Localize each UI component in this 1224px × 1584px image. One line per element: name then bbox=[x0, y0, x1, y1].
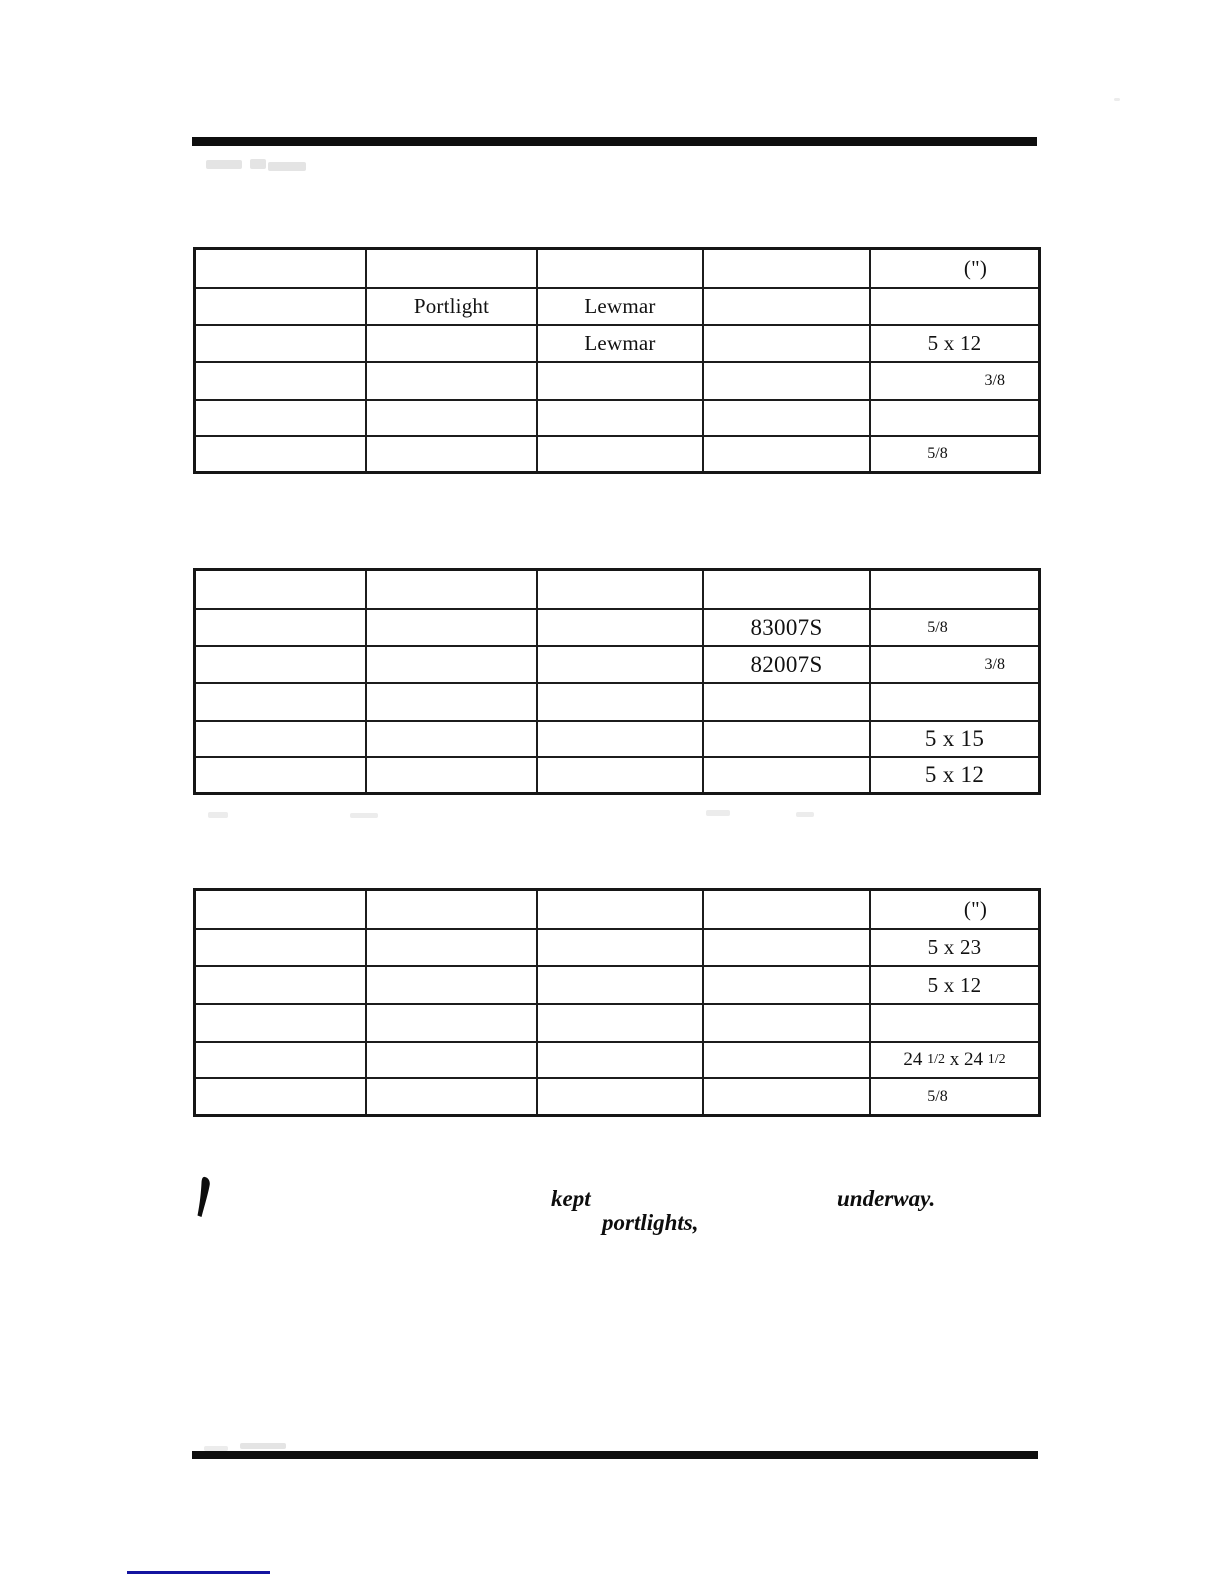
cell-text: x 24 bbox=[945, 1049, 988, 1070]
cell-text: 3/8 bbox=[984, 655, 1005, 673]
table-cell bbox=[704, 571, 871, 610]
caption-lead-glyph bbox=[194, 1176, 210, 1220]
spec-table-3 bbox=[193, 888, 1041, 1117]
table-cell bbox=[367, 610, 538, 647]
cell-text: 83007S bbox=[750, 614, 823, 640]
table-cell bbox=[196, 1043, 367, 1079]
table-cell bbox=[704, 610, 871, 647]
scan-artifact bbox=[796, 812, 814, 817]
table-cell bbox=[871, 758, 1038, 792]
table-cell bbox=[367, 571, 538, 610]
table-cell bbox=[367, 363, 538, 401]
table-cell bbox=[538, 571, 704, 610]
scan-artifact bbox=[208, 812, 228, 818]
table-cell bbox=[196, 647, 367, 684]
scan-artifact bbox=[350, 813, 378, 818]
table-cell bbox=[196, 610, 367, 647]
table-cell bbox=[538, 891, 704, 930]
table-cell bbox=[704, 891, 871, 930]
cell-text: 5 x 23 bbox=[927, 935, 982, 959]
table-cell bbox=[538, 967, 704, 1005]
table-cell bbox=[196, 326, 367, 363]
spec-table-2 bbox=[193, 568, 1041, 795]
table-cell bbox=[871, 684, 1038, 722]
table-cell bbox=[196, 401, 367, 437]
table-cell bbox=[871, 571, 1038, 610]
table-cell bbox=[367, 647, 538, 684]
table-cell bbox=[367, 722, 538, 758]
table-cell bbox=[871, 722, 1038, 758]
table-cell bbox=[367, 437, 538, 471]
table-cell bbox=[538, 930, 704, 967]
table-cell bbox=[704, 758, 871, 792]
table-cell bbox=[196, 437, 367, 471]
table-cell bbox=[538, 647, 704, 684]
table-cell bbox=[196, 930, 367, 967]
scan-artifact bbox=[250, 159, 266, 169]
table-cell bbox=[704, 967, 871, 1005]
table-cell bbox=[871, 967, 1038, 1005]
table-cell bbox=[538, 437, 704, 471]
table-cell bbox=[871, 647, 1038, 684]
table-cell bbox=[871, 289, 1038, 326]
cell-text: (") bbox=[963, 897, 988, 921]
table-cell bbox=[704, 1005, 871, 1043]
table-cell bbox=[367, 1079, 538, 1114]
cell-text: 1/2 bbox=[987, 1052, 1006, 1067]
cell-text: 82007S bbox=[750, 651, 823, 677]
caption-word-portlights: portlights, bbox=[602, 1210, 699, 1235]
table-cell bbox=[704, 363, 871, 401]
table-cell bbox=[196, 967, 367, 1005]
table-cell bbox=[367, 758, 538, 792]
cell-text: 24 bbox=[903, 1049, 928, 1070]
caption-word-kept: kept bbox=[551, 1186, 591, 1211]
scan-artifact bbox=[206, 160, 242, 169]
table-cell bbox=[367, 326, 538, 363]
table-cell bbox=[871, 610, 1038, 647]
table-cell bbox=[367, 401, 538, 437]
table-cell bbox=[196, 1079, 367, 1114]
table-cell bbox=[871, 1043, 1038, 1079]
table-cell bbox=[196, 289, 367, 326]
table-cell bbox=[538, 610, 704, 647]
caption-word-underway: underway. bbox=[837, 1186, 936, 1211]
table-cell bbox=[538, 326, 704, 363]
table-cell bbox=[871, 401, 1038, 437]
cell-text: Lewmar bbox=[584, 294, 656, 318]
table-cell bbox=[704, 437, 871, 471]
table-cell bbox=[538, 289, 704, 326]
table-cell bbox=[367, 289, 538, 326]
scan-artifact bbox=[1114, 98, 1120, 101]
cell-text: Lewmar bbox=[584, 331, 656, 355]
table-cell bbox=[704, 930, 871, 967]
table-cell bbox=[704, 1079, 871, 1114]
table-cell bbox=[871, 930, 1038, 967]
table-cell bbox=[871, 1005, 1038, 1043]
table-cell bbox=[704, 250, 871, 289]
table-cell bbox=[871, 250, 1038, 289]
table-cell bbox=[196, 722, 367, 758]
table-cell bbox=[704, 722, 871, 758]
table-cell bbox=[196, 684, 367, 722]
table-cell bbox=[367, 250, 538, 289]
table-cell bbox=[704, 401, 871, 437]
table-cell bbox=[196, 363, 367, 401]
table-cell bbox=[367, 891, 538, 930]
table-cell bbox=[871, 891, 1038, 930]
table-cell bbox=[538, 1079, 704, 1114]
top-rule bbox=[192, 137, 1037, 146]
scan-artifact bbox=[240, 1443, 286, 1449]
table-cell bbox=[538, 363, 704, 401]
cell-text: 1/2 bbox=[927, 1052, 945, 1067]
table-cell bbox=[538, 684, 704, 722]
table-cell bbox=[196, 1005, 367, 1043]
table-cell bbox=[367, 684, 538, 722]
cell-text: 3/8 bbox=[984, 372, 1005, 389]
table-cell bbox=[196, 758, 367, 792]
table-cell bbox=[367, 930, 538, 967]
table-cell bbox=[704, 326, 871, 363]
table-cell bbox=[704, 684, 871, 722]
table-cell bbox=[704, 647, 871, 684]
table-cell bbox=[367, 967, 538, 1005]
cell-text: 5/8 bbox=[927, 445, 948, 462]
table-cell bbox=[704, 289, 871, 326]
bottom-rule bbox=[192, 1451, 1038, 1459]
footer-underline bbox=[127, 1571, 270, 1574]
table-cell bbox=[538, 1005, 704, 1043]
cell-text: 5/8 bbox=[927, 1087, 948, 1105]
cell-text: 5 x 12 bbox=[924, 762, 985, 787]
table-cell bbox=[367, 1043, 538, 1079]
table-cell bbox=[538, 250, 704, 289]
cell-text: Portlight bbox=[413, 294, 490, 318]
table-cell bbox=[871, 326, 1038, 363]
table-cell bbox=[538, 401, 704, 437]
table-cell bbox=[538, 722, 704, 758]
scan-artifact bbox=[706, 810, 730, 816]
scan-artifact bbox=[268, 162, 306, 171]
table-cell bbox=[196, 571, 367, 610]
table-cell bbox=[871, 1079, 1038, 1114]
cell-text: 5/8 bbox=[927, 618, 948, 636]
spec-table-1 bbox=[193, 247, 1041, 474]
cell-text: (") bbox=[963, 256, 988, 280]
table-cell bbox=[871, 437, 1038, 471]
table-cell bbox=[538, 1043, 704, 1079]
cell-text: 5 x 12 bbox=[927, 972, 982, 997]
table-cell bbox=[538, 758, 704, 792]
cell-text: 5 x 12 bbox=[927, 331, 982, 355]
table-cell bbox=[196, 891, 367, 930]
table-cell bbox=[704, 1043, 871, 1079]
table-cell bbox=[871, 363, 1038, 401]
cell-text: 5 x 15 bbox=[924, 726, 985, 751]
table-cell bbox=[196, 250, 367, 289]
table-cell bbox=[367, 1005, 538, 1043]
